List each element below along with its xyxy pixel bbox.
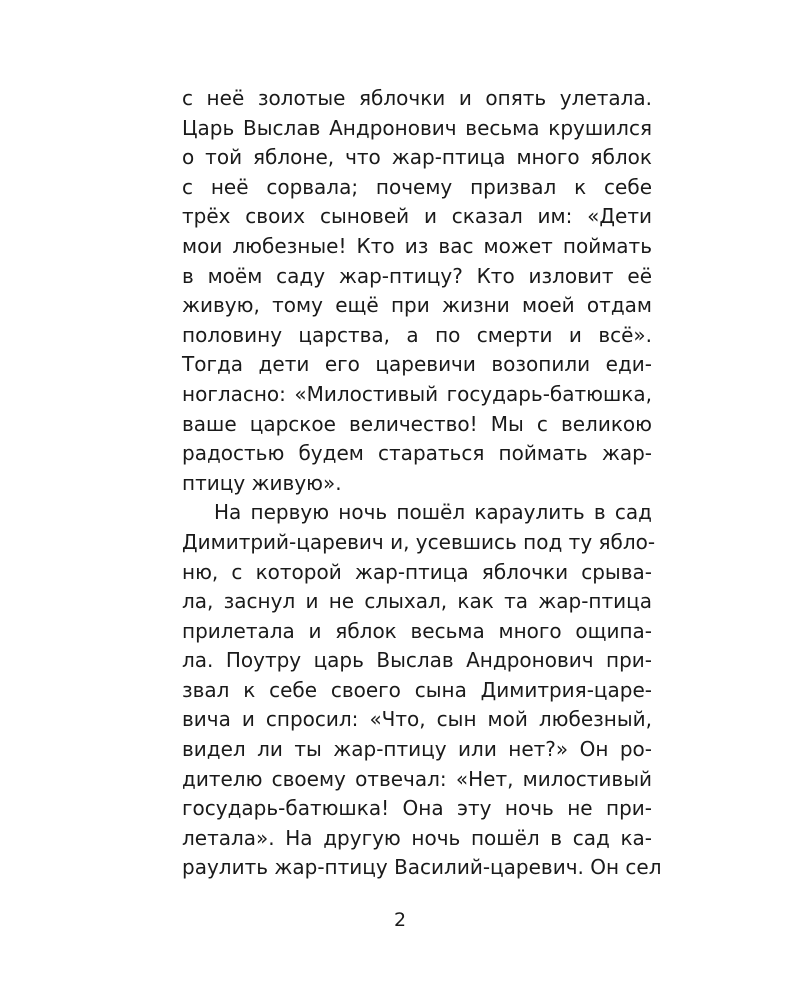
text-line: прилетала и яблок весьма много ощипа- [182, 618, 652, 643]
text-line: живую, тому ещё при жизни моей отдам [182, 293, 652, 318]
text-line: о той яблоне, что жар-птица много яблок [182, 145, 652, 170]
text-line: вича и спросил: «Что, сын мой любезный, [182, 707, 652, 732]
text-line: Тогда дети его царевичи возопили еди- [182, 352, 652, 377]
text-line: ла, заснул и не слыхал, как та жар-птица [182, 589, 652, 614]
text-line: половину царства, а по смерти и всё». [182, 322, 652, 347]
text-line: ла. Поутру царь Выслав Андронович при- [182, 648, 652, 673]
page-number: 2 [393, 909, 407, 931]
text-line: с неё сорвала; почему призвал к себе [182, 174, 652, 199]
text-line: Царь Выслав Андронович весьма крушился [182, 115, 652, 140]
text-line: в моём саду жар-птицу? Кто изловит её [182, 263, 652, 288]
body-text [182, 84, 662, 883]
text-line: видел ли ты жар-птицу или нет?» Он ро- [182, 737, 652, 762]
text-line: звал к себе своего сына Димитрия-царе- [182, 677, 652, 702]
text-line: ваше царское величество! Мы с великою [182, 411, 652, 436]
text-line: Димитрий-царевич и, усевшись под ту ябло- [182, 529, 656, 554]
text-line: с неё золотые яблочки и опять улетала. [182, 86, 652, 110]
text-line: раулить жар-птицу Василий-царевич. Он сел [182, 855, 662, 880]
text-line: ню, с которой жар-птица яблочки срыва- [182, 559, 652, 584]
text-line: государь-батюшка! Она эту ночь не при- [182, 796, 652, 821]
paragraph-start-line: На первую ночь пошёл караулить в сад [214, 500, 652, 525]
text-line: дителю своему отвечал: «Нет, милостивый [182, 766, 652, 791]
text-line: летала». На другую ночь пошёл в сад ка- [182, 825, 652, 850]
paragraph-end-line: птицу живую». [182, 470, 342, 495]
text-line: ногласно: «Милостивый государь-батюшка, [182, 381, 652, 406]
text-line: трёх своих сыновей и сказал им: «Дети [182, 204, 652, 229]
text-line: радостью будем стараться поймать жар- [182, 441, 652, 466]
text-line: мои любезные! Кто из вас может поймать [182, 233, 652, 258]
